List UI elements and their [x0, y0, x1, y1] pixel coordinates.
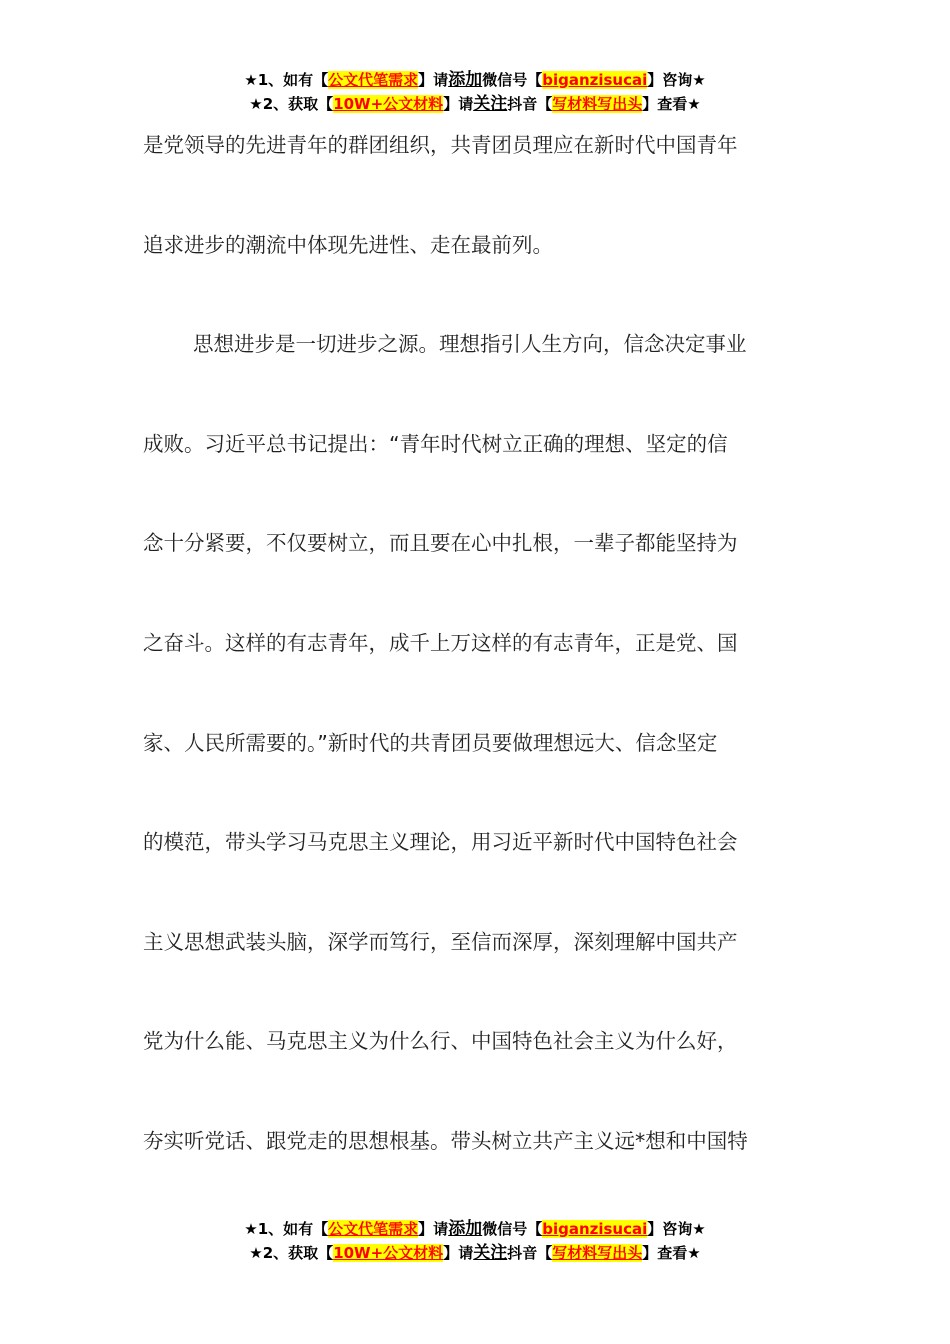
- footer-line-2: [0, 1241, 950, 1265]
- footer-line-2-suffix: 】查看★: [642, 1244, 701, 1262]
- header-line-1-wechat-label: 微信号【: [482, 71, 543, 89]
- footer-line-1-wechat-label: 微信号【: [482, 1220, 543, 1238]
- header-line-2-please: 】请: [443, 95, 474, 113]
- body-line: 党为什么能、马克思主义为什么行、中国特色社会主义为什么好，: [143, 1029, 738, 1054]
- footer-line-1: [0, 1217, 950, 1241]
- header-banner: [0, 68, 950, 116]
- header-line-1: [0, 68, 950, 92]
- body-line: 成败。习近平总书记提出：“青年时代树立正确的理想、坚定的信: [143, 431, 728, 456]
- header-line-1-suffix: 】咨询★: [647, 71, 706, 89]
- body-line: 追求进步的潮流中体现先进性、走在最前列。: [143, 232, 553, 257]
- body-line: 的模范，带头学习马克思主义理论，用习近平新时代中国特色社会: [143, 830, 738, 855]
- footer-highlight-materials: 10W+公文材料: [333, 1244, 444, 1262]
- footer-highlight-douyin-account: 写材料写出头: [552, 1244, 643, 1262]
- footer-line-1-prefix: ★1、如有【: [244, 1220, 329, 1238]
- footer-line-1-please: 】请: [418, 1220, 449, 1238]
- body-line: 夯实听党话、跟党走的思想根基。带头树立共产主义远*想和中国特: [143, 1128, 748, 1153]
- header-line-2-follow: 关注: [473, 94, 508, 114]
- body-line: 之奋斗。这样的有志青年，成千上万这样的有志青年，正是党、国: [143, 630, 738, 655]
- header-line-1-please: 】请: [418, 71, 449, 89]
- footer-line-2-follow: 关注: [473, 1243, 508, 1263]
- footer-highlight-wechat-id: biganzisucai: [542, 1220, 648, 1238]
- footer-banner: [0, 1217, 950, 1265]
- body-line: 念十分紧要，不仅要树立，而且要在心中扎根，一辈子都能坚持为: [143, 531, 738, 556]
- body-line: 家、人民所需要的。”新时代的共青团员要做理想远大、信念坚定: [143, 730, 718, 755]
- header-highlight-wechat-id: biganzisucai: [542, 71, 648, 89]
- header-highlight-douyin-account: 写材料写出头: [552, 95, 643, 113]
- footer-line-2-prefix: ★2、获取【: [249, 1244, 334, 1262]
- header-line-2-suffix: 】查看★: [642, 95, 701, 113]
- body-line: 是党领导的先进青年的群团组织，共青团员理应在新时代中国青年: [143, 133, 738, 157]
- footer-line-1-suffix: 】咨询★: [647, 1220, 706, 1238]
- footer-line-2-douyin-label: 抖音【: [507, 1244, 553, 1262]
- header-line-2: [0, 92, 950, 116]
- header-line-2-prefix: ★2、获取【: [249, 95, 334, 113]
- document-body: [143, 120, 807, 1216]
- footer-highlight-ghostwriting: 公文代笔需求: [328, 1220, 419, 1238]
- header-line-2-douyin-label: 抖音【: [507, 95, 553, 113]
- header-highlight-materials: 10W+公文材料: [333, 95, 444, 113]
- body-line: 主义思想武装头脑，深学而笃行，至信而深厚，深刻理解中国共产: [143, 929, 738, 954]
- footer-line-2-please: 】请: [443, 1244, 474, 1262]
- header-line-1-prefix: ★1、如有【: [244, 71, 329, 89]
- header-line-1-add: 添加: [448, 70, 483, 90]
- footer-line-1-add: 添加: [448, 1219, 483, 1239]
- header-highlight-ghostwriting: 公文代笔需求: [328, 71, 419, 89]
- body-paragraph-start: 思想进步是一切进步之源。理想指引人生方向，信念决定事业: [193, 332, 747, 357]
